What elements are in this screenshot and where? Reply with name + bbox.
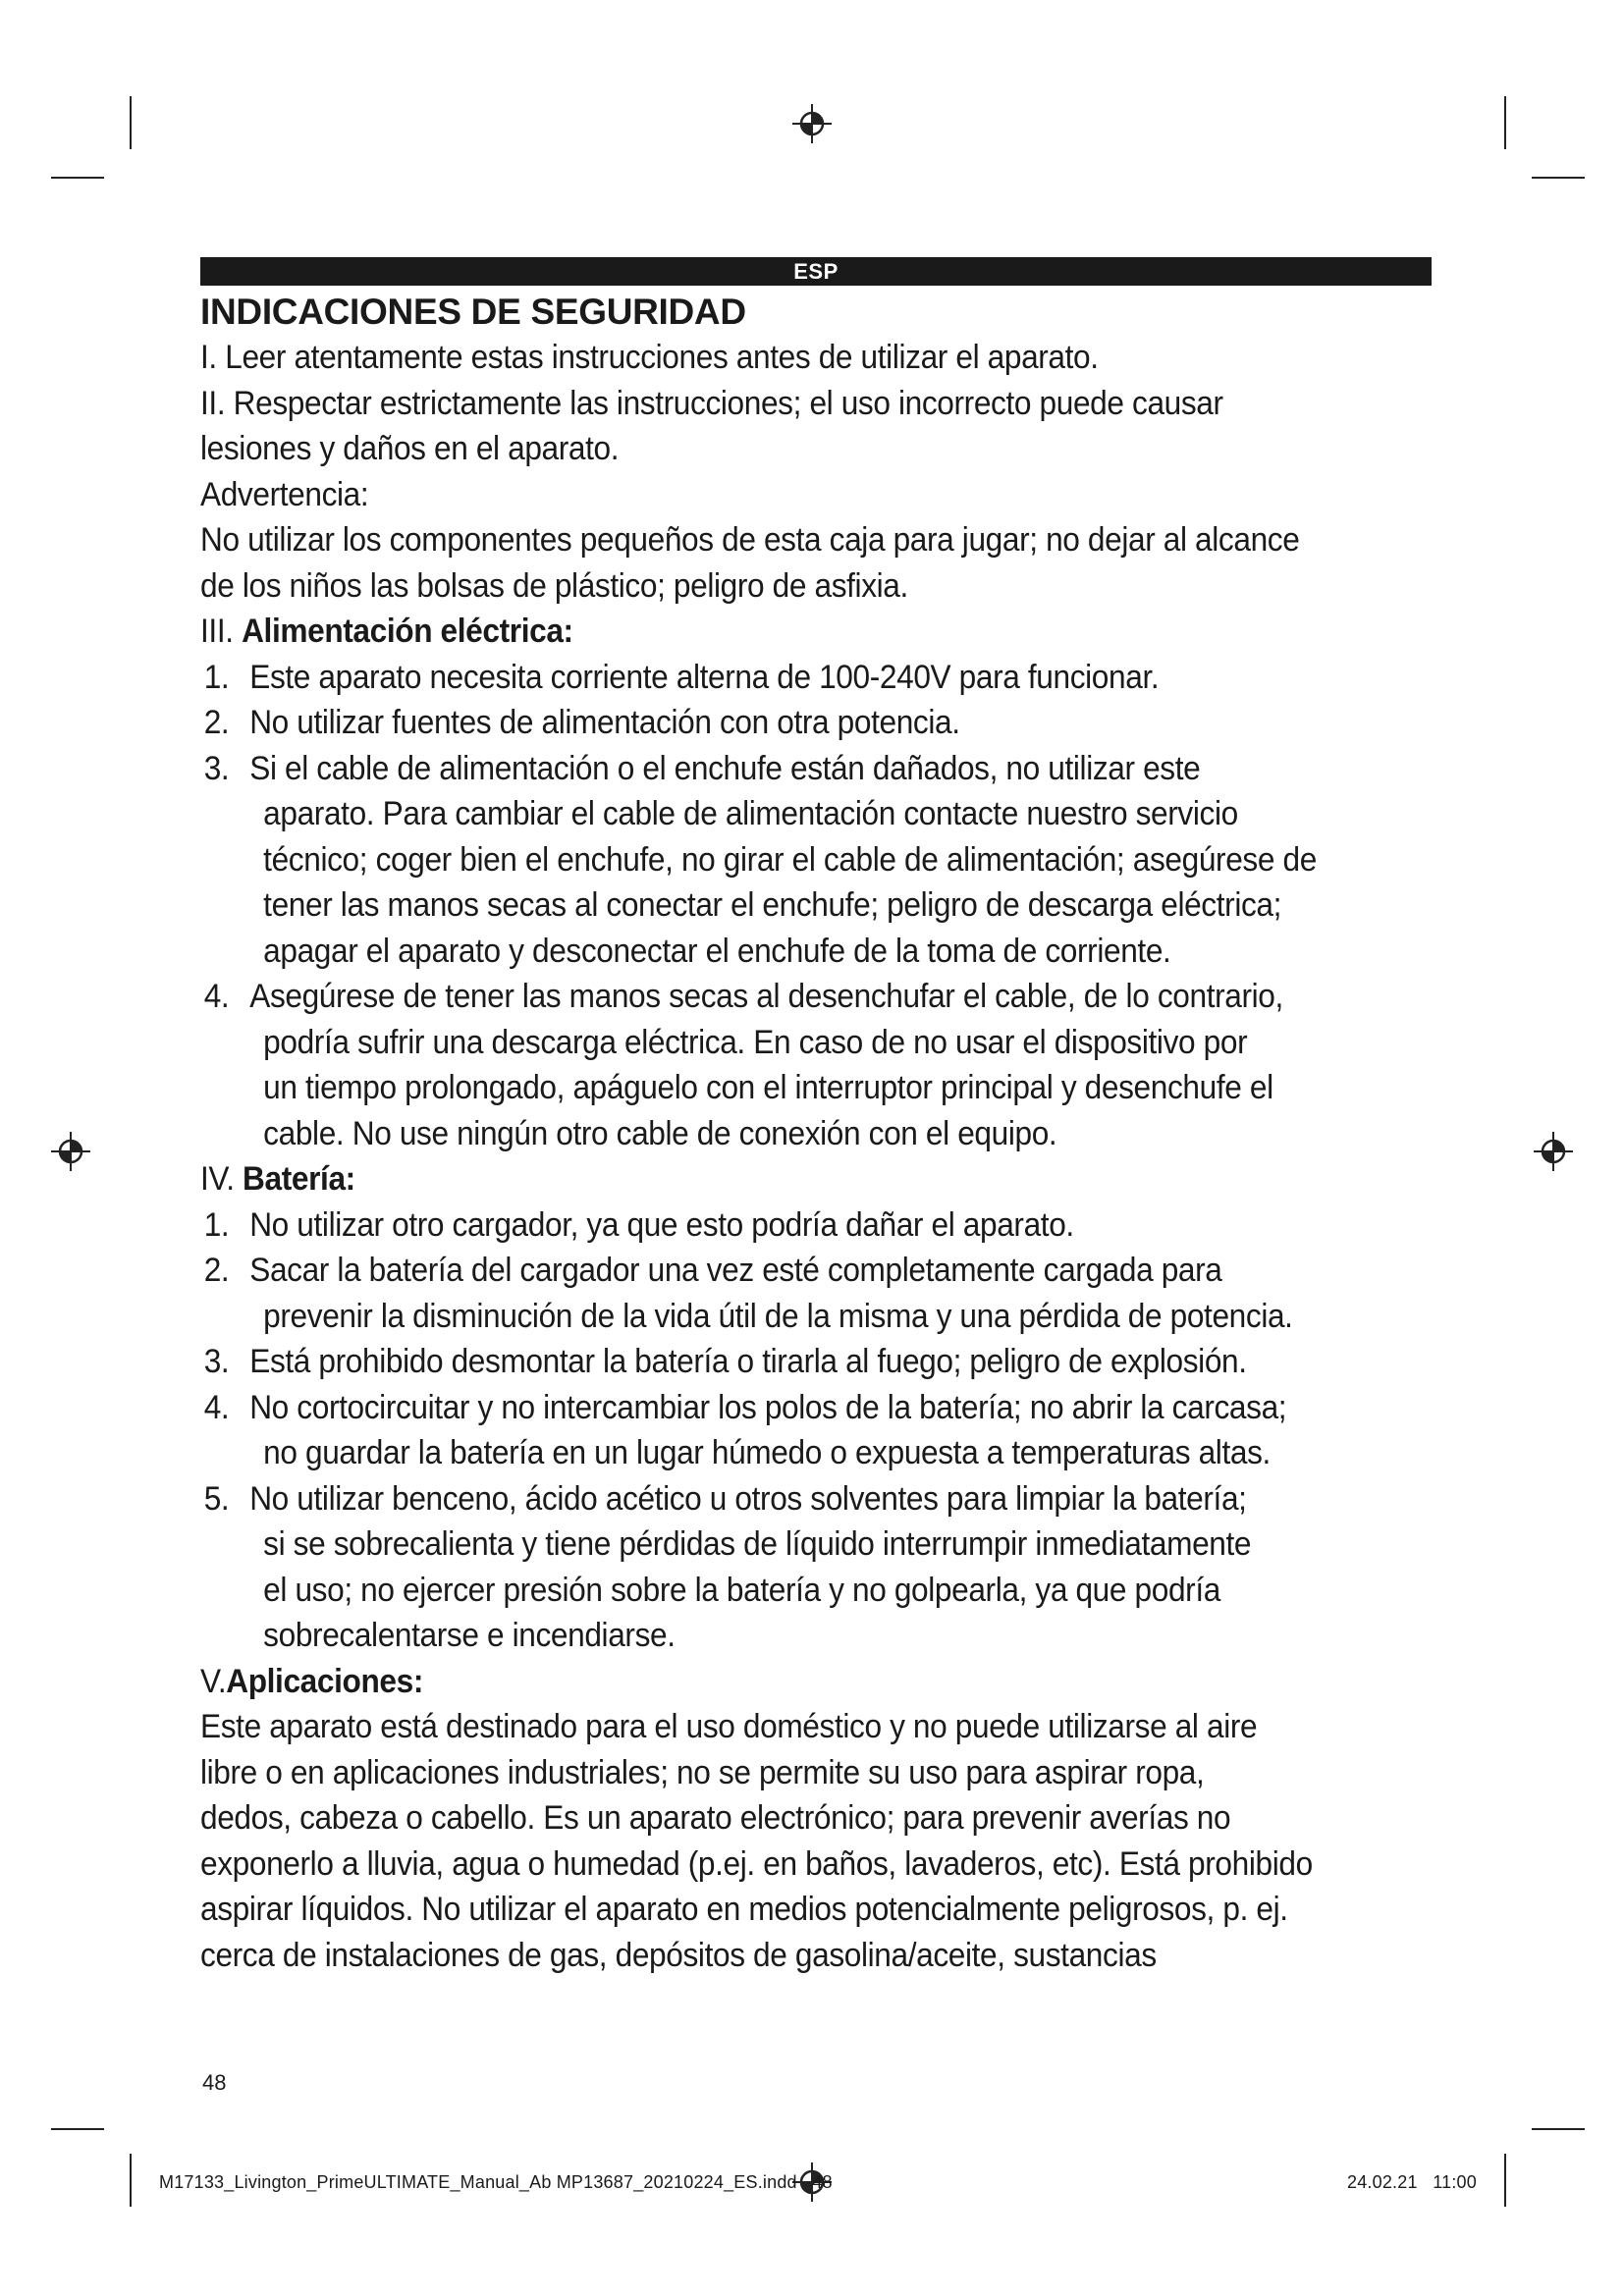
print-slug-date: 24.02.21 11:00 [1347, 2172, 1477, 2192]
intro-line: lesiones y daños en el aparato. [200, 430, 620, 467]
section-prefix: V. [200, 1662, 227, 1700]
item-line: Asegúrese de tener las manos secas al desenchufar el cable, de lo contrario, [249, 978, 1283, 1015]
item-number: 2. [203, 704, 230, 741]
registration-mark-top-icon [792, 104, 832, 143]
list-item [200, 1248, 1434, 1339]
intro-line: de los niños las bolsas de plástico; peligro de asfixia. [200, 566, 908, 605]
item-number: 4. [203, 1388, 230, 1426]
list-item [200, 1476, 1434, 1659]
list-item [200, 655, 1434, 701]
crop-mark-top-right-vertical [1504, 96, 1506, 149]
item-line: el uso; no ejercer presión sobre la batería y no golpearla, ya que podría [263, 1571, 1220, 1609]
item-line: Este aparato necesita corriente alterna de 100-240V para funcionar. [249, 658, 1160, 696]
item-line: No cortocircuitar y no intercambiar los polos de la batería; no abrir la carcasa; [249, 1388, 1287, 1426]
list-item [200, 1339, 1434, 1385]
list-item [200, 974, 1434, 1156]
applications-line: exponerlo a lluvia, agua o humedad (p.ej. en baños, lavaderos, etc). Está prohibido [200, 1844, 1313, 1883]
item-line: Si el cable de alimentación o el enchufe están dañados, no utilizar este [249, 749, 1201, 787]
item-line: un tiempo prolongado, apáguelo con el interruptor principal y desenchufe el [263, 1069, 1273, 1106]
item-line: cable. No use ningún otro cable de conexión con el equipo. [263, 1114, 1057, 1152]
list-item [200, 1202, 1434, 1249]
crop-mark-top-right-horizontal [1532, 177, 1585, 179]
language-bar: ESP [200, 257, 1432, 286]
item-line: Está prohibido desmontar la batería o tirarla al fuego; peligro de explosión. [249, 1343, 1247, 1380]
section-prefix: III. [200, 613, 234, 650]
applications-line: dedos, cabeza o cabello. Es un aparato electrónico; para prevenir averías no [200, 1799, 1231, 1837]
section-title: Batería: [243, 1160, 355, 1198]
section-heading-applications [200, 1659, 1434, 1705]
intro-line: II. Respectar estrictamente las instrucciones; el uso incorrecto puede causar [200, 384, 1223, 422]
intro-line: No utilizar los componentes pequeños de esta caja para jugar; no dejar al alcance [200, 521, 1300, 559]
item-line: no guardar la batería en un lugar húmedo o expuesta a temperaturas altas. [263, 1434, 1271, 1471]
crop-mark-bottom-right-vertical [1504, 2154, 1506, 2207]
item-line: prevenir la disminución de la vida útil de la misma y una pérdida de potencia. [263, 1297, 1293, 1335]
item-number: 2. [203, 1252, 230, 1289]
intro-block [200, 335, 1432, 609]
list-item [200, 700, 1434, 746]
item-line: si se sobrecalienta y tiene pérdidas de líquido interrumpir inmediatamente [263, 1525, 1252, 1563]
applications-line: Este aparato está destinado para el uso doméstico y no puede utilizarse al aire [200, 1708, 1258, 1745]
item-number: 4. [203, 978, 230, 1015]
item-line: apagar el aparato y desconectar el enchufe de la toma de corriente. [263, 932, 1171, 970]
page-number: 48 [202, 2070, 227, 2095]
section-title: Alimentación eléctrica: [242, 613, 573, 650]
registration-mark-left-icon [51, 1132, 90, 1171]
item-number: 1. [203, 1205, 230, 1244]
item-line: podría sufrir una descarga eléctrica. En caso de no usar el dispositivo por [263, 1023, 1248, 1061]
list-item [200, 1385, 1434, 1476]
item-line: técnico; coger bien el enchufe, no girar el cable de alimentación; asegúrese de [263, 840, 1317, 879]
power-list [200, 655, 1434, 1157]
applications-line: cerca de instalaciones de gas, depósitos de gasolina/aceite, sustancias [200, 1936, 1157, 1974]
crop-mark-bottom-right-horizontal [1532, 2128, 1585, 2130]
section-prefix: IV. [200, 1160, 235, 1198]
item-line: sobrecalentarse e incendiarse. [263, 1617, 676, 1654]
crop-mark-bottom-left-horizontal [51, 2128, 104, 2130]
applications-line: aspirar líquidos. No utilizar el aparato en medios potencialmente peligrosos, p. ej. [200, 1891, 1288, 1928]
applications-line: libre o en aplicaciones industriales; no se permite su uso para aspirar ropa, [200, 1753, 1205, 1791]
item-number: 5. [203, 1479, 230, 1518]
applications-block [200, 1704, 1432, 1978]
warning-label: Advertencia: [200, 475, 369, 513]
item-line: No utilizar fuentes de alimentación con otra potencia. [249, 704, 960, 741]
item-line: No utilizar otro cargador, ya que esto podría dañar el aparato. [249, 1205, 1074, 1244]
crop-mark-top-left-horizontal [51, 177, 104, 179]
list-item [200, 746, 1434, 975]
section-title: Aplicaciones: [226, 1662, 423, 1700]
item-line: No utilizar benceno, ácido acético u otros solventes para limpiar la batería; [249, 1479, 1247, 1518]
intro-line: I. Leer atentamente estas instrucciones antes de utilizar el aparato. [200, 339, 1099, 376]
page-title: INDICACIONES DE SEGURIDAD [200, 292, 746, 332]
item-number: 3. [203, 1343, 230, 1380]
item-line: tener las manos secas al conectar el enchufe; peligro de descarga eléctrica; [263, 886, 1282, 924]
item-line: aparato. Para cambiar el cable de alimentación contacte nuestro servicio [263, 795, 1238, 832]
print-slug-filename: M17133_Livington_PrimeULTIMATE_Manual_Ab MP13687_20210224_ES.indd 48 [159, 2172, 833, 2192]
battery-list [200, 1202, 1434, 1659]
item-number: 3. [203, 749, 230, 787]
item-line: Sacar la batería del cargador una vez esté completamente cargada para [249, 1252, 1222, 1289]
crop-mark-bottom-left-vertical [130, 2154, 132, 2207]
registration-mark-right-icon [1534, 1132, 1573, 1171]
section-heading-battery [200, 1156, 1434, 1202]
item-number: 1. [203, 658, 230, 696]
section-heading-power [200, 609, 1434, 655]
page-content [200, 257, 1432, 1978]
crop-mark-top-left-vertical [130, 96, 132, 149]
